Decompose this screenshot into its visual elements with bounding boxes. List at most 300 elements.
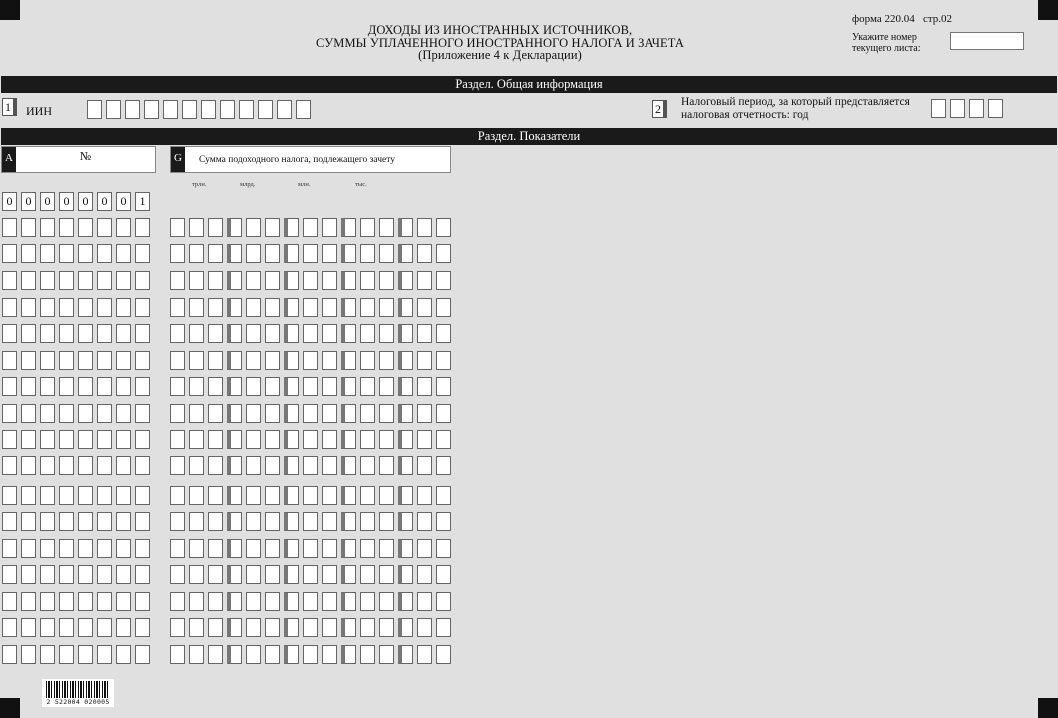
tax-amount-cell[interactable] — [303, 565, 318, 584]
tax-amount-cell[interactable] — [379, 430, 394, 449]
tax-amount-cell[interactable] — [322, 486, 337, 505]
tax-amount-cell[interactable] — [170, 565, 185, 584]
row-number-cell[interactable] — [2, 377, 17, 396]
tax-amount-cell[interactable] — [398, 539, 413, 558]
row-number-cell[interactable] — [135, 404, 150, 423]
row-number-cell[interactable] — [135, 565, 150, 584]
tax-amount-cell[interactable] — [417, 351, 432, 370]
tax-amount-cell[interactable] — [341, 618, 356, 637]
tax-amount-cell[interactable] — [341, 430, 356, 449]
tax-amount-cell[interactable] — [265, 539, 280, 558]
tax-amount-cell[interactable] — [322, 618, 337, 637]
row-number-cell[interactable] — [40, 324, 55, 343]
tax-amount-cell[interactable] — [322, 539, 337, 558]
tax-amount-cell[interactable] — [265, 565, 280, 584]
iin-digit-cell[interactable] — [239, 100, 254, 119]
tax-amount-cell[interactable] — [436, 592, 451, 611]
tax-amount-cell[interactable] — [227, 618, 242, 637]
row-number-cell[interactable] — [59, 645, 74, 664]
row-number-cell[interactable] — [116, 565, 131, 584]
row-number-cell[interactable] — [59, 430, 74, 449]
tax-amount-cell[interactable] — [417, 377, 432, 396]
row-number-cell[interactable] — [116, 377, 131, 396]
tax-amount-cell[interactable] — [379, 512, 394, 531]
tax-amount-cell[interactable] — [227, 645, 242, 664]
tax-amount-cell[interactable] — [417, 271, 432, 290]
row-number-cell[interactable] — [2, 512, 17, 531]
row-number-cell[interactable] — [21, 539, 36, 558]
row-number-cell[interactable] — [40, 404, 55, 423]
row-number-cell[interactable] — [59, 539, 74, 558]
tax-amount-cell[interactable] — [417, 592, 432, 611]
tax-amount-cell[interactable] — [360, 404, 375, 423]
tax-amount-cell[interactable] — [436, 404, 451, 423]
row-number-cell[interactable] — [21, 298, 36, 317]
row-number-cell[interactable] — [2, 618, 17, 637]
tax-amount-cell[interactable] — [379, 645, 394, 664]
tax-amount-cell[interactable] — [398, 377, 413, 396]
tax-amount-cell[interactable] — [303, 512, 318, 531]
row-number-cell[interactable] — [2, 486, 17, 505]
tax-amount-cell[interactable] — [265, 298, 280, 317]
row-number-cell[interactable] — [2, 218, 17, 237]
row-number-cell[interactable] — [116, 486, 131, 505]
tax-amount-cell[interactable] — [284, 430, 299, 449]
tax-amount-cell[interactable] — [208, 486, 223, 505]
tax-amount-cell[interactable] — [170, 512, 185, 531]
tax-amount-cell[interactable] — [341, 377, 356, 396]
tax-amount-cell[interactable] — [398, 218, 413, 237]
tax-amount-cell[interactable] — [246, 512, 261, 531]
tax-amount-cell[interactable] — [379, 271, 394, 290]
row-number-cell[interactable] — [116, 244, 131, 263]
tax-amount-cell[interactable] — [246, 539, 261, 558]
tax-amount-cell[interactable] — [417, 512, 432, 531]
row-number-cell[interactable] — [40, 218, 55, 237]
tax-amount-cell[interactable] — [189, 404, 204, 423]
tax-amount-cell[interactable] — [303, 244, 318, 263]
tax-amount-cell[interactable] — [341, 244, 356, 263]
tax-amount-cell[interactable] — [436, 377, 451, 396]
tax-amount-cell[interactable] — [265, 218, 280, 237]
tax-amount-cell[interactable] — [208, 351, 223, 370]
row-number-cell[interactable]: 0 — [2, 192, 17, 211]
row-number-cell[interactable] — [97, 244, 112, 263]
tax-amount-cell[interactable] — [284, 565, 299, 584]
row-number-cell[interactable] — [40, 486, 55, 505]
row-number-cell[interactable] — [21, 512, 36, 531]
tax-amount-cell[interactable] — [208, 456, 223, 475]
row-number-cell[interactable]: 0 — [21, 192, 36, 211]
row-number-cell[interactable]: 1 — [135, 192, 150, 211]
tax-amount-cell[interactable] — [379, 351, 394, 370]
tax-amount-cell[interactable] — [417, 244, 432, 263]
tax-amount-cell[interactable] — [417, 539, 432, 558]
tax-amount-cell[interactable] — [265, 324, 280, 343]
tax-amount-cell[interactable] — [303, 298, 318, 317]
tax-amount-cell[interactable] — [379, 539, 394, 558]
tax-amount-cell[interactable] — [360, 324, 375, 343]
row-number-cell[interactable] — [97, 618, 112, 637]
row-number-cell[interactable] — [21, 218, 36, 237]
tax-amount-cell[interactable] — [398, 486, 413, 505]
tax-amount-cell[interactable] — [322, 592, 337, 611]
row-number-cell[interactable] — [59, 512, 74, 531]
tax-amount-cell[interactable] — [360, 298, 375, 317]
tax-amount-cell[interactable] — [189, 539, 204, 558]
tax-amount-cell[interactable] — [436, 218, 451, 237]
row-number-cell[interactable] — [21, 592, 36, 611]
year-digit-cell[interactable] — [931, 99, 946, 118]
row-number-cell[interactable] — [40, 539, 55, 558]
tax-amount-cell[interactable] — [417, 456, 432, 475]
tax-amount-cell[interactable] — [246, 404, 261, 423]
row-number-cell[interactable] — [116, 218, 131, 237]
tax-amount-cell[interactable] — [322, 298, 337, 317]
tax-amount-cell[interactable] — [398, 244, 413, 263]
tax-amount-cell[interactable] — [284, 271, 299, 290]
tax-amount-cell[interactable] — [360, 271, 375, 290]
tax-amount-cell[interactable] — [303, 377, 318, 396]
row-number-cell[interactable] — [97, 298, 112, 317]
row-number-cell[interactable] — [59, 618, 74, 637]
tax-amount-cell[interactable] — [208, 592, 223, 611]
tax-amount-cell[interactable] — [208, 218, 223, 237]
tax-amount-cell[interactable] — [208, 404, 223, 423]
tax-amount-cell[interactable] — [189, 486, 204, 505]
row-number-cell[interactable] — [78, 456, 93, 475]
tax-amount-cell[interactable] — [436, 430, 451, 449]
row-number-cell[interactable] — [40, 430, 55, 449]
tax-amount-cell[interactable] — [227, 351, 242, 370]
row-number-cell[interactable] — [78, 645, 93, 664]
row-number-cell[interactable] — [135, 244, 150, 263]
tax-amount-cell[interactable] — [284, 298, 299, 317]
tax-amount-cell[interactable] — [417, 565, 432, 584]
tax-amount-cell[interactable] — [398, 271, 413, 290]
tax-amount-cell[interactable] — [360, 539, 375, 558]
row-number-cell[interactable] — [2, 351, 17, 370]
tax-amount-cell[interactable] — [360, 456, 375, 475]
tax-amount-cell[interactable] — [436, 486, 451, 505]
row-number-cell[interactable] — [40, 618, 55, 637]
tax-amount-cell[interactable] — [322, 456, 337, 475]
tax-amount-cell[interactable] — [284, 404, 299, 423]
tax-amount-cell[interactable] — [303, 351, 318, 370]
row-number-cell[interactable] — [97, 351, 112, 370]
row-number-cell[interactable] — [97, 512, 112, 531]
iin-digit-cell[interactable] — [258, 100, 273, 119]
tax-amount-cell[interactable] — [417, 618, 432, 637]
row-number-cell[interactable] — [135, 456, 150, 475]
year-digit-cell[interactable] — [988, 99, 1003, 118]
tax-amount-cell[interactable] — [436, 512, 451, 531]
tax-amount-cell[interactable] — [417, 645, 432, 664]
row-number-cell[interactable] — [135, 592, 150, 611]
tax-amount-cell[interactable] — [303, 218, 318, 237]
tax-amount-cell[interactable] — [341, 351, 356, 370]
row-number-cell[interactable] — [21, 351, 36, 370]
tax-amount-cell[interactable] — [398, 592, 413, 611]
row-number-cell[interactable] — [59, 486, 74, 505]
row-number-cell[interactable] — [135, 512, 150, 531]
tax-amount-cell[interactable] — [322, 351, 337, 370]
tax-amount-cell[interactable] — [341, 592, 356, 611]
row-number-cell[interactable] — [78, 298, 93, 317]
row-number-cell[interactable] — [21, 244, 36, 263]
tax-amount-cell[interactable] — [265, 404, 280, 423]
tax-amount-cell[interactable] — [208, 244, 223, 263]
row-number-cell[interactable] — [78, 218, 93, 237]
tax-amount-cell[interactable] — [398, 324, 413, 343]
tax-amount-cell[interactable] — [417, 298, 432, 317]
row-number-cell[interactable]: 0 — [97, 192, 112, 211]
row-number-cell[interactable] — [78, 271, 93, 290]
row-number-cell[interactable] — [2, 592, 17, 611]
row-number-cell[interactable] — [59, 377, 74, 396]
row-number-cell[interactable] — [97, 456, 112, 475]
tax-amount-cell[interactable] — [341, 404, 356, 423]
row-number-cell[interactable] — [40, 298, 55, 317]
row-number-cell[interactable] — [116, 298, 131, 317]
tax-amount-cell[interactable] — [360, 218, 375, 237]
tax-amount-cell[interactable] — [170, 486, 185, 505]
tax-amount-cell[interactable] — [417, 218, 432, 237]
tax-amount-cell[interactable] — [360, 430, 375, 449]
tax-amount-cell[interactable] — [246, 430, 261, 449]
row-number-cell[interactable] — [116, 351, 131, 370]
tax-amount-cell[interactable] — [189, 377, 204, 396]
row-number-cell[interactable] — [59, 456, 74, 475]
tax-amount-cell[interactable] — [360, 486, 375, 505]
tax-amount-cell[interactable] — [208, 430, 223, 449]
tax-amount-cell[interactable] — [284, 592, 299, 611]
row-number-cell[interactable] — [40, 244, 55, 263]
tax-amount-cell[interactable] — [265, 618, 280, 637]
row-number-cell[interactable] — [78, 618, 93, 637]
tax-amount-cell[interactable] — [360, 512, 375, 531]
row-number-cell[interactable] — [21, 430, 36, 449]
row-number-cell[interactable] — [116, 645, 131, 664]
tax-amount-cell[interactable] — [303, 430, 318, 449]
tax-amount-cell[interactable] — [398, 298, 413, 317]
tax-amount-cell[interactable] — [227, 404, 242, 423]
row-number-cell[interactable] — [135, 298, 150, 317]
sheet-number-input[interactable] — [950, 32, 1024, 50]
row-number-cell[interactable] — [97, 430, 112, 449]
row-number-cell[interactable]: 0 — [116, 192, 131, 211]
tax-amount-cell[interactable] — [246, 351, 261, 370]
row-number-cell[interactable] — [2, 324, 17, 343]
tax-amount-cell[interactable] — [170, 377, 185, 396]
tax-amount-cell[interactable] — [341, 565, 356, 584]
row-number-cell[interactable] — [97, 324, 112, 343]
row-number-cell[interactable] — [21, 404, 36, 423]
iin-digit-cell[interactable] — [87, 100, 102, 119]
row-number-cell[interactable] — [40, 456, 55, 475]
row-number-cell[interactable] — [2, 539, 17, 558]
tax-amount-cell[interactable] — [246, 592, 261, 611]
row-number-cell[interactable] — [59, 592, 74, 611]
row-number-cell[interactable] — [21, 565, 36, 584]
row-number-cell[interactable] — [78, 539, 93, 558]
tax-amount-cell[interactable] — [379, 244, 394, 263]
row-number-cell[interactable] — [135, 324, 150, 343]
row-number-cell[interactable] — [97, 565, 112, 584]
row-number-cell[interactable] — [97, 539, 112, 558]
tax-amount-cell[interactable] — [341, 456, 356, 475]
tax-amount-cell[interactable] — [436, 298, 451, 317]
tax-amount-cell[interactable] — [227, 271, 242, 290]
tax-amount-cell[interactable] — [398, 565, 413, 584]
tax-amount-cell[interactable] — [246, 324, 261, 343]
row-number-cell[interactable] — [97, 645, 112, 664]
tax-amount-cell[interactable] — [436, 351, 451, 370]
tax-amount-cell[interactable] — [265, 271, 280, 290]
tax-amount-cell[interactable] — [360, 565, 375, 584]
row-number-cell[interactable] — [116, 271, 131, 290]
tax-amount-cell[interactable] — [379, 324, 394, 343]
tax-amount-cell[interactable] — [189, 430, 204, 449]
row-number-cell[interactable] — [78, 512, 93, 531]
row-number-cell[interactable] — [40, 271, 55, 290]
tax-amount-cell[interactable] — [303, 592, 318, 611]
tax-amount-cell[interactable] — [360, 377, 375, 396]
row-number-cell[interactable] — [59, 218, 74, 237]
tax-amount-cell[interactable] — [265, 244, 280, 263]
tax-amount-cell[interactable] — [417, 324, 432, 343]
row-number-cell[interactable] — [21, 456, 36, 475]
tax-amount-cell[interactable] — [284, 324, 299, 343]
tax-amount-cell[interactable] — [189, 592, 204, 611]
tax-amount-cell[interactable] — [265, 377, 280, 396]
iin-digit-cell[interactable] — [182, 100, 197, 119]
tax-amount-cell[interactable] — [436, 271, 451, 290]
tax-amount-cell[interactable] — [246, 218, 261, 237]
row-number-cell[interactable] — [116, 456, 131, 475]
tax-amount-cell[interactable] — [322, 565, 337, 584]
tax-amount-cell[interactable] — [303, 456, 318, 475]
tax-amount-cell[interactable] — [189, 351, 204, 370]
tax-amount-cell[interactable] — [170, 430, 185, 449]
tax-amount-cell[interactable] — [227, 592, 242, 611]
tax-amount-cell[interactable] — [208, 539, 223, 558]
row-number-cell[interactable] — [21, 645, 36, 664]
row-number-cell[interactable] — [78, 244, 93, 263]
row-number-cell[interactable] — [59, 404, 74, 423]
tax-amount-cell[interactable] — [379, 618, 394, 637]
year-digit-cell[interactable] — [969, 99, 984, 118]
tax-amount-cell[interactable] — [322, 244, 337, 263]
tax-amount-cell[interactable] — [322, 512, 337, 531]
iin-digit-cell[interactable] — [106, 100, 121, 119]
tax-amount-cell[interactable] — [208, 324, 223, 343]
tax-amount-cell[interactable] — [189, 218, 204, 237]
tax-amount-cell[interactable] — [246, 298, 261, 317]
tax-amount-cell[interactable] — [436, 244, 451, 263]
row-number-cell[interactable] — [97, 377, 112, 396]
tax-amount-cell[interactable] — [246, 271, 261, 290]
tax-amount-cell[interactable] — [246, 645, 261, 664]
tax-amount-cell[interactable] — [398, 512, 413, 531]
tax-amount-cell[interactable] — [284, 456, 299, 475]
tax-amount-cell[interactable] — [227, 539, 242, 558]
tax-amount-cell[interactable] — [379, 218, 394, 237]
tax-amount-cell[interactable] — [208, 377, 223, 396]
tax-amount-cell[interactable] — [284, 351, 299, 370]
tax-amount-cell[interactable] — [227, 456, 242, 475]
row-number-cell[interactable]: 0 — [78, 192, 93, 211]
tax-amount-cell[interactable] — [189, 298, 204, 317]
row-number-cell[interactable]: 0 — [40, 192, 55, 211]
row-number-cell[interactable] — [135, 645, 150, 664]
row-number-cell[interactable] — [2, 271, 17, 290]
tax-amount-cell[interactable] — [208, 645, 223, 664]
row-number-cell[interactable] — [2, 244, 17, 263]
row-number-cell[interactable] — [21, 618, 36, 637]
tax-amount-cell[interactable] — [246, 486, 261, 505]
tax-amount-cell[interactable] — [189, 456, 204, 475]
iin-digit-cell[interactable] — [201, 100, 216, 119]
tax-amount-cell[interactable] — [303, 618, 318, 637]
row-number-cell[interactable] — [59, 565, 74, 584]
tax-amount-cell[interactable] — [341, 324, 356, 343]
row-number-cell[interactable] — [116, 539, 131, 558]
tax-amount-cell[interactable] — [246, 565, 261, 584]
row-number-cell[interactable] — [135, 618, 150, 637]
tax-amount-cell[interactable] — [208, 618, 223, 637]
row-number-cell[interactable] — [78, 404, 93, 423]
tax-amount-cell[interactable] — [284, 539, 299, 558]
row-number-cell[interactable] — [78, 430, 93, 449]
tax-amount-cell[interactable] — [170, 456, 185, 475]
tax-amount-cell[interactable] — [398, 351, 413, 370]
row-number-cell[interactable] — [2, 404, 17, 423]
tax-amount-cell[interactable] — [322, 645, 337, 664]
tax-amount-cell[interactable] — [208, 298, 223, 317]
tax-amount-cell[interactable] — [170, 592, 185, 611]
tax-amount-cell[interactable] — [227, 324, 242, 343]
tax-amount-cell[interactable] — [303, 539, 318, 558]
iin-digit-cell[interactable] — [144, 100, 159, 119]
tax-amount-cell[interactable] — [246, 456, 261, 475]
row-number-cell[interactable] — [97, 486, 112, 505]
tax-amount-cell[interactable] — [170, 244, 185, 263]
row-number-cell[interactable] — [2, 298, 17, 317]
row-number-cell[interactable] — [59, 324, 74, 343]
tax-amount-cell[interactable] — [284, 618, 299, 637]
row-number-cell[interactable] — [2, 565, 17, 584]
row-number-cell[interactable] — [116, 324, 131, 343]
tax-amount-cell[interactable] — [284, 218, 299, 237]
tax-amount-cell[interactable] — [398, 430, 413, 449]
tax-amount-cell[interactable] — [341, 539, 356, 558]
tax-amount-cell[interactable] — [436, 645, 451, 664]
tax-amount-cell[interactable] — [436, 618, 451, 637]
row-number-cell[interactable] — [78, 565, 93, 584]
tax-amount-cell[interactable] — [189, 271, 204, 290]
tax-amount-cell[interactable] — [360, 618, 375, 637]
tax-amount-cell[interactable] — [189, 645, 204, 664]
tax-amount-cell[interactable] — [284, 486, 299, 505]
tax-amount-cell[interactable] — [417, 430, 432, 449]
tax-amount-cell[interactable] — [227, 430, 242, 449]
tax-amount-cell[interactable] — [341, 512, 356, 531]
tax-amount-cell[interactable] — [227, 218, 242, 237]
row-number-cell[interactable] — [78, 486, 93, 505]
row-number-cell[interactable] — [40, 592, 55, 611]
tax-amount-cell[interactable] — [341, 298, 356, 317]
